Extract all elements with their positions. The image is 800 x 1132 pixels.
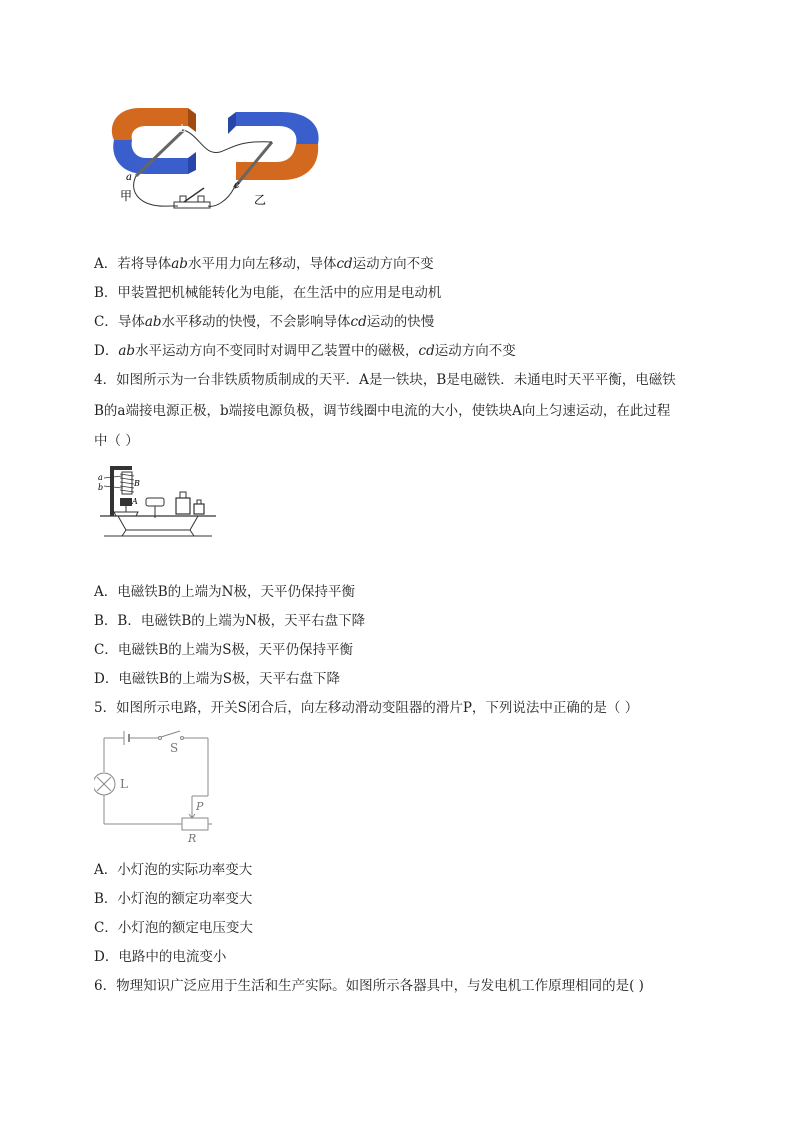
q5-stem: 5．如图所示电路，开关S闭合后，向左移动滑动变阻器的滑片P，下列说法中正确的是（ ） <box>94 700 639 716</box>
label-a: a <box>126 172 132 183</box>
q5-option-b: B．小灯泡的额定功率变大 <box>94 891 253 907</box>
label-yi: 乙 <box>254 193 267 207</box>
balance-figure <box>96 460 220 540</box>
q5-option-a: A．小灯泡的实际功率变大 <box>94 862 253 878</box>
right-magnet-top <box>236 112 319 144</box>
q4-stem-line-1: 4．如图所示为一台非铁质物质制成的天平．A是一铁块，B是电磁铁．未通电时天平平衡，电磁铁 <box>94 372 676 388</box>
label-s: S <box>170 741 179 755</box>
iron-block-a <box>120 498 132 506</box>
magnets-figure <box>100 100 330 220</box>
q4-option-b: B．B．电磁铁B的上端为N极，天平右盘下降 <box>94 613 366 629</box>
q4-option-d: D．电磁铁B的上端为S极，天平右盘下降 <box>94 671 340 687</box>
switch-s <box>161 731 180 737</box>
q3-option-b: B．甲装置把机械能转化为电能，在生活中的应用是电动机 <box>94 285 442 301</box>
q5-option-c: C．小灯泡的额定电压变大 <box>94 920 253 936</box>
label-c: c <box>234 180 240 191</box>
q3-option-c: C．导体ab水平移动的快慢，不会影响导体cd运动的快慢 <box>94 314 435 330</box>
label-b-terminal: b <box>98 483 104 492</box>
q3-option-a: A．若将导体ab水平用力向左移动，导体cd运动方向不变 <box>94 256 434 272</box>
q4-stem-line-2: B的a端接电源正极，b端接电源负极，调节线圈中电流的大小，使铁块A向上匀速运动，在此过程 <box>94 403 671 419</box>
label-r: R <box>188 832 197 845</box>
label-jia: 甲 <box>120 189 133 203</box>
label-l: L <box>120 777 128 791</box>
weight-large <box>176 498 190 514</box>
q3-option-d: D．ab水平运动方向不变同时对调甲乙装置中的磁极，cd运动方向不变 <box>94 343 516 359</box>
label-a-terminal: a <box>98 473 103 482</box>
circuit-figure <box>94 728 218 846</box>
rheostat-r <box>182 818 208 830</box>
slider-p <box>189 810 195 818</box>
q4-stem-line-3: 中（ ） <box>94 433 139 449</box>
q6-stem: 6．物理知识广泛应用于生活和生产实际。如图所示各器具中，与发电机工作原理相同的是( ) <box>94 978 644 994</box>
label-iron: A <box>132 497 138 506</box>
label-electromagnet: B <box>134 479 140 488</box>
left-magnet-bottom <box>113 140 188 174</box>
weight-small <box>194 504 204 514</box>
label-p: P <box>196 800 204 813</box>
switch <box>174 202 210 208</box>
q4-option-a: A．电磁铁B的上端为N极，天平仍保持平衡 <box>94 584 355 600</box>
label-b: b <box>180 124 187 135</box>
right-magnet-bottom <box>236 144 318 180</box>
q5-option-d: D．电路中的电流变小 <box>94 949 227 965</box>
q4-option-c: C．电磁铁B的上端为S极，天平仍保持平衡 <box>94 642 353 658</box>
